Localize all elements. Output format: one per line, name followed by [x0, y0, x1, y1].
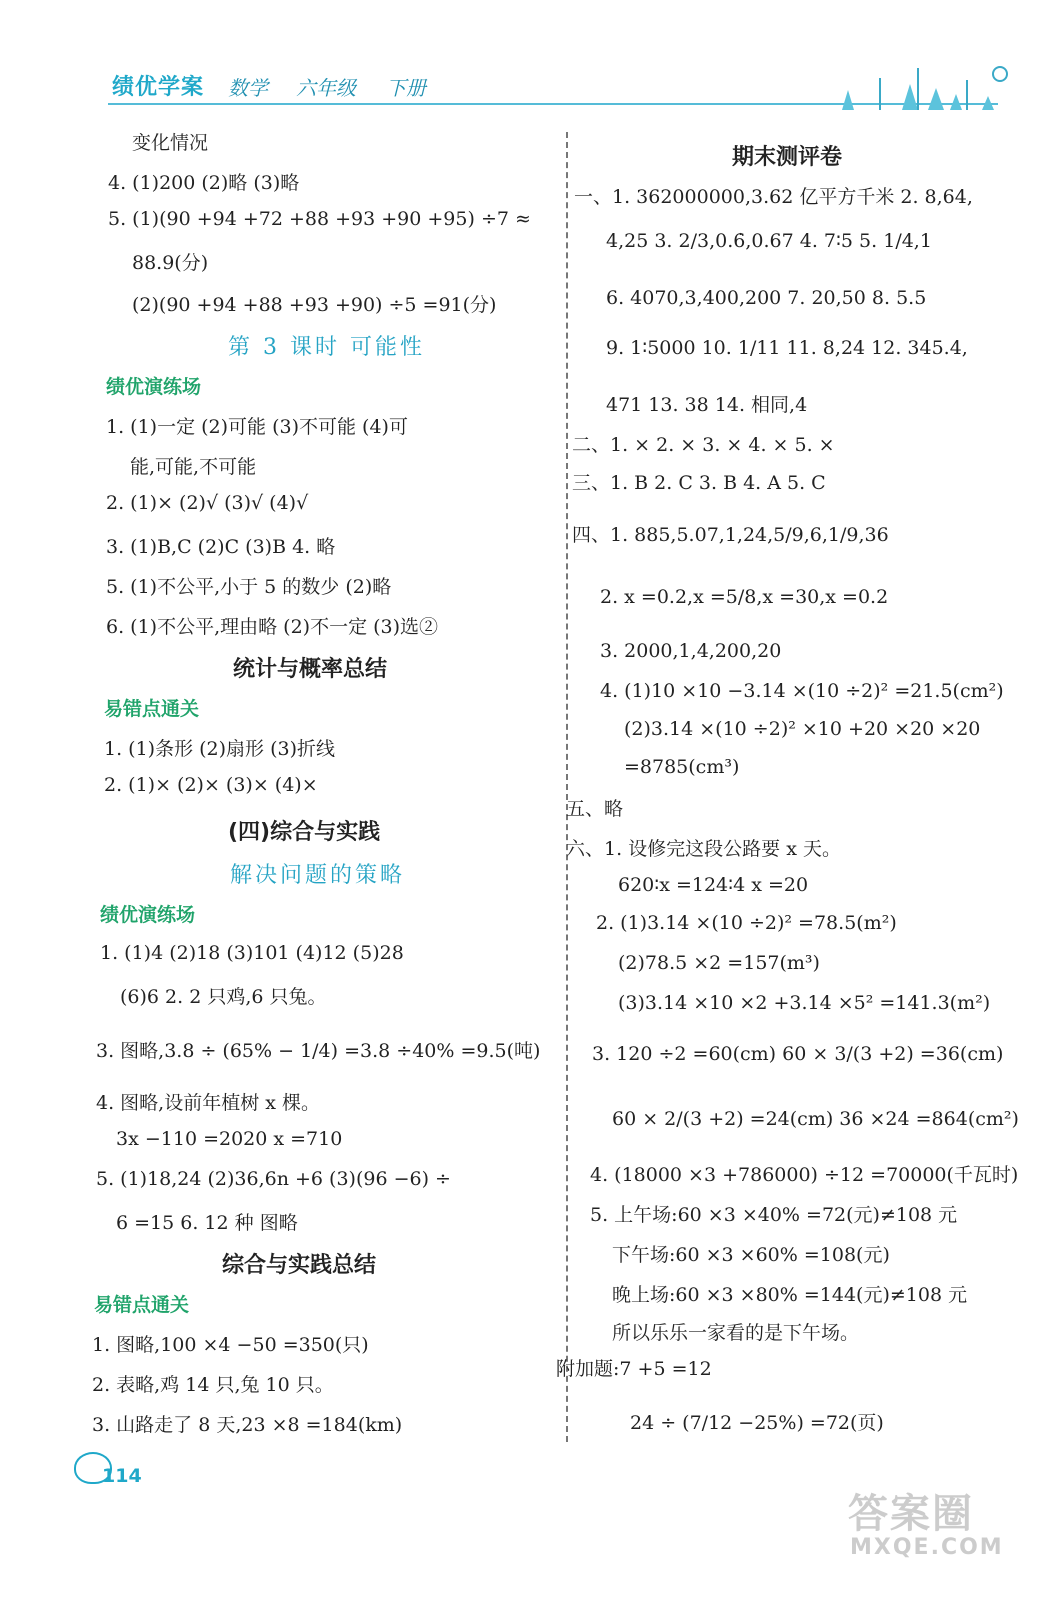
answer-line: 3. (1)B,C (2)C (3)B 4. 略 — [106, 536, 336, 558]
grade-label: 六年级 — [296, 76, 356, 100]
answer-line: 4,25 3. 2/3,0.6̇,0.67 4. 7∶5 5. 1/4,1 — [606, 230, 932, 252]
section-title: 期末测评卷 — [732, 145, 843, 170]
answer-line: 六、1. 设修完这段公路要 x 天。 — [566, 838, 841, 860]
section-title: 统计与概率总结 — [233, 657, 388, 682]
answer-line: 下午场:60 ×3 ×60% =108(元) — [612, 1244, 890, 1266]
answer-line: =8785(cm³) — [624, 756, 740, 778]
answer-line: 3. 山路走了 8 天,23 ×8 =184(km) — [92, 1414, 403, 1436]
answer-line: 24 ÷ (7/12 −25%) =72(页) — [630, 1412, 884, 1434]
answer-line: (2)78.5 ×2 =157(m³) — [618, 952, 820, 974]
answer-line: 471 13. 38 14. 相同,4 — [606, 394, 808, 416]
answer-line: 5. (1)(90 +94 +72 +88 +93 +90 +95) ÷7 ≈ — [108, 208, 531, 230]
lesson-title: 解决问题的策略 — [230, 863, 406, 888]
answer-line: 所以乐乐一家看的是下午场。 — [612, 1322, 860, 1344]
answer-line: 3. 2000,1,4,200,20 — [600, 640, 782, 662]
answer-line: 6 =15 6. 12 种 图略 — [116, 1212, 298, 1234]
answer-line: 6. 4070,3,400,200 7. 20,50 8. 5.5 — [606, 287, 927, 309]
answer-line: 晚上场:60 ×3 ×80% =144(元)≠108 元 — [612, 1284, 968, 1306]
answer-line: 6. (1)不公平,理由略 (2)不一定 (3)选② — [106, 616, 439, 638]
header-decoration-icon — [832, 60, 1012, 112]
answer-line: 三、1. B 2. C 3. B 4. A 5. C — [572, 472, 826, 494]
answer-line: 5. (1)18,24 (2)36,6n +6 (3)(96 −6) ÷ — [96, 1168, 451, 1190]
answer-line: 60 × 2/(3 +2) =24(cm) 36 ×24 =864(cm²) — [612, 1108, 1019, 1130]
answer-line: 1. (1)4 (2)18 (3)101 (4)12 (5)28 — [100, 942, 404, 964]
answer-line: 4. (18000 ×3 +786000) ÷12 =70000(千瓦时) — [590, 1164, 1019, 1186]
answer-line: 2. (1)3.14 ×(10 ÷2)² =78.5(m²) — [596, 912, 897, 934]
answer-line: 变化情况 — [132, 132, 209, 154]
answer-line: 5. (1)不公平,小于 5 的数少 (2)略 — [106, 576, 392, 598]
volume-label: 下册 — [386, 76, 426, 100]
answer-line: 9. 1∶5000 10. 1/11 11. 8,24 12. 345.4, — [606, 337, 968, 359]
answer-line: 2. x =0.2,x =5/8,x =30,x =0.2 — [600, 586, 889, 608]
answer-line: 3x −110 =2020 x =710 — [116, 1128, 343, 1150]
answer-line: 能,可能,不可能 — [130, 456, 257, 478]
column-divider — [566, 132, 568, 1442]
answer-line: 4. (1)10 ×10 −3.14 ×(10 ÷2)² =21.5(cm²) — [600, 680, 1004, 702]
answer-line: 620∶x =124∶4 x =20 — [618, 874, 809, 896]
answer-line: (2)3.14 ×(10 ÷2)² ×10 +20 ×20 ×20 — [624, 718, 981, 740]
answer-line: 附加题:7 +5 =12 — [556, 1358, 712, 1380]
page-number: 114 — [102, 1465, 142, 1487]
answer-line: 1. (1)一定 (2)可能 (3)不可能 (4)可 — [106, 416, 408, 438]
answer-line: 3. 图略,3.8 ÷ (65% − 1/4) =3.8 ÷40% =9.5(吨) — [96, 1040, 541, 1062]
answer-line: (3)3.14 ×10 ×2 +3.14 ×5² =141.3(m²) — [618, 992, 991, 1014]
subject-label: 数学 — [228, 76, 268, 100]
answer-line: (2)(90 +94 +88 +93 +90) ÷5 =91(分) — [132, 294, 497, 316]
answer-line: 88.9(分) — [132, 252, 209, 274]
answer-line: 4. (1)200 (2)略 (3)略 — [108, 172, 300, 194]
answer-line: (6)6 2. 2 只鸡,6 只兔。 — [120, 986, 327, 1008]
answer-line: 2. (1)× (2)× (3)× (4)× — [104, 774, 318, 796]
answer-line: 二、1. × 2. × 3. × 4. × 5. × — [572, 434, 835, 456]
answer-line: 四、1. 885,5.07,1,24,5/9,6,1/9,36 — [572, 524, 889, 546]
answer-line: 1. (1)条形 (2)扇形 (3)折线 — [104, 738, 335, 760]
answer-line: 3. 120 ÷2 =60(cm) 60 × 3/(3 +2) =36(cm) — [592, 1043, 1004, 1065]
section-title: 综合与实践总结 — [222, 1253, 377, 1278]
answer-line: 2. 表略,鸡 14 只,兔 10 只。 — [92, 1374, 334, 1396]
brand-logo: 绩优学案 — [112, 75, 205, 100]
section-label: 绩优演练场 — [100, 904, 196, 926]
answer-line: 一、1. 362000000,3.62 亿平方千米 2. 8,64, — [574, 186, 973, 208]
section-title: (四)综合与实践 — [228, 820, 381, 845]
answer-line: 2. (1)× (2)√ (3)√ (4)√ — [106, 492, 309, 514]
answer-line: 五、略 — [566, 798, 624, 820]
answer-line: 5. 上午场:60 ×3 ×40% =72(元)≠108 元 — [590, 1204, 958, 1226]
answer-line: 4. 图略,设前年植树 x 棵。 — [96, 1092, 321, 1114]
section-label: 易错点通关 — [94, 1294, 190, 1316]
answer-line: 1. 图略,100 ×4 −50 =350(只) — [92, 1334, 369, 1356]
watermark-url: MXQE.COM — [850, 1535, 1004, 1560]
section-label: 易错点通关 — [104, 698, 200, 720]
lesson-title: 第 3 课时 可能性 — [228, 335, 425, 360]
watermark-logo: 答案圈 — [848, 1491, 974, 1537]
section-label: 绩优演练场 — [106, 376, 202, 398]
